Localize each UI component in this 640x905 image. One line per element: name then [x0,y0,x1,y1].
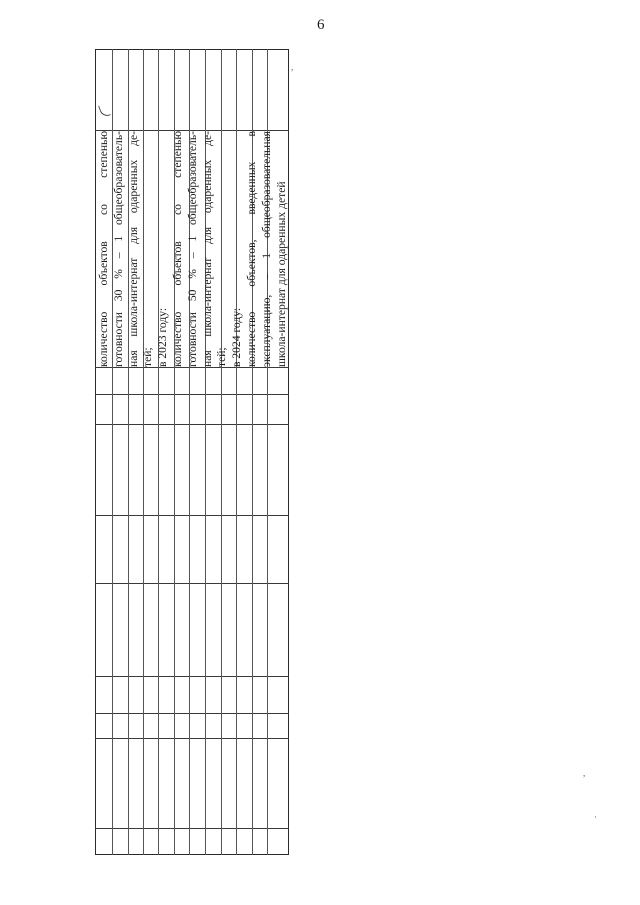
cell-text-line: готовности 50 % – 1 общеобразователь- [185,131,199,367]
row-divider [95,424,289,425]
cell-text-line: эксплуатацию, – 1 общеобразовательная [259,131,273,367]
row-divider [95,583,289,584]
row-divider [95,676,289,677]
row-divider [95,713,289,714]
cell-text-line: количество объектов со степенью [170,131,184,367]
scan-speck: , [583,768,586,778]
cell-text-line: готовности 30 % – 1 общеобразователь- [111,131,125,367]
rotated-cell-text [97,130,287,368]
cell-text-line: в 2023 году: [156,307,170,367]
row-divider [95,828,289,829]
cell-text-line: в 2024 году: [230,307,244,367]
row-divider [95,515,289,516]
cell-text-line: количество объектов, введенных в [244,131,258,367]
cell-text-line: тей; [141,347,155,367]
cell-text-line: школа-интернат для одаренных детей [274,181,288,367]
row-divider [95,738,289,739]
cell-text-line: ная школа-интернат для одаренных де- [200,131,214,367]
cell-text-line: тей; [215,347,229,367]
cell-text-line: ная школа-интернат для одаренных де- [126,131,140,367]
page-number: 6 [317,17,325,33]
scan-speck: , [291,62,294,72]
cell-text-line: количество объектов со степенью [97,131,110,367]
row-divider [95,394,289,395]
scan-speck: · [594,812,597,822]
